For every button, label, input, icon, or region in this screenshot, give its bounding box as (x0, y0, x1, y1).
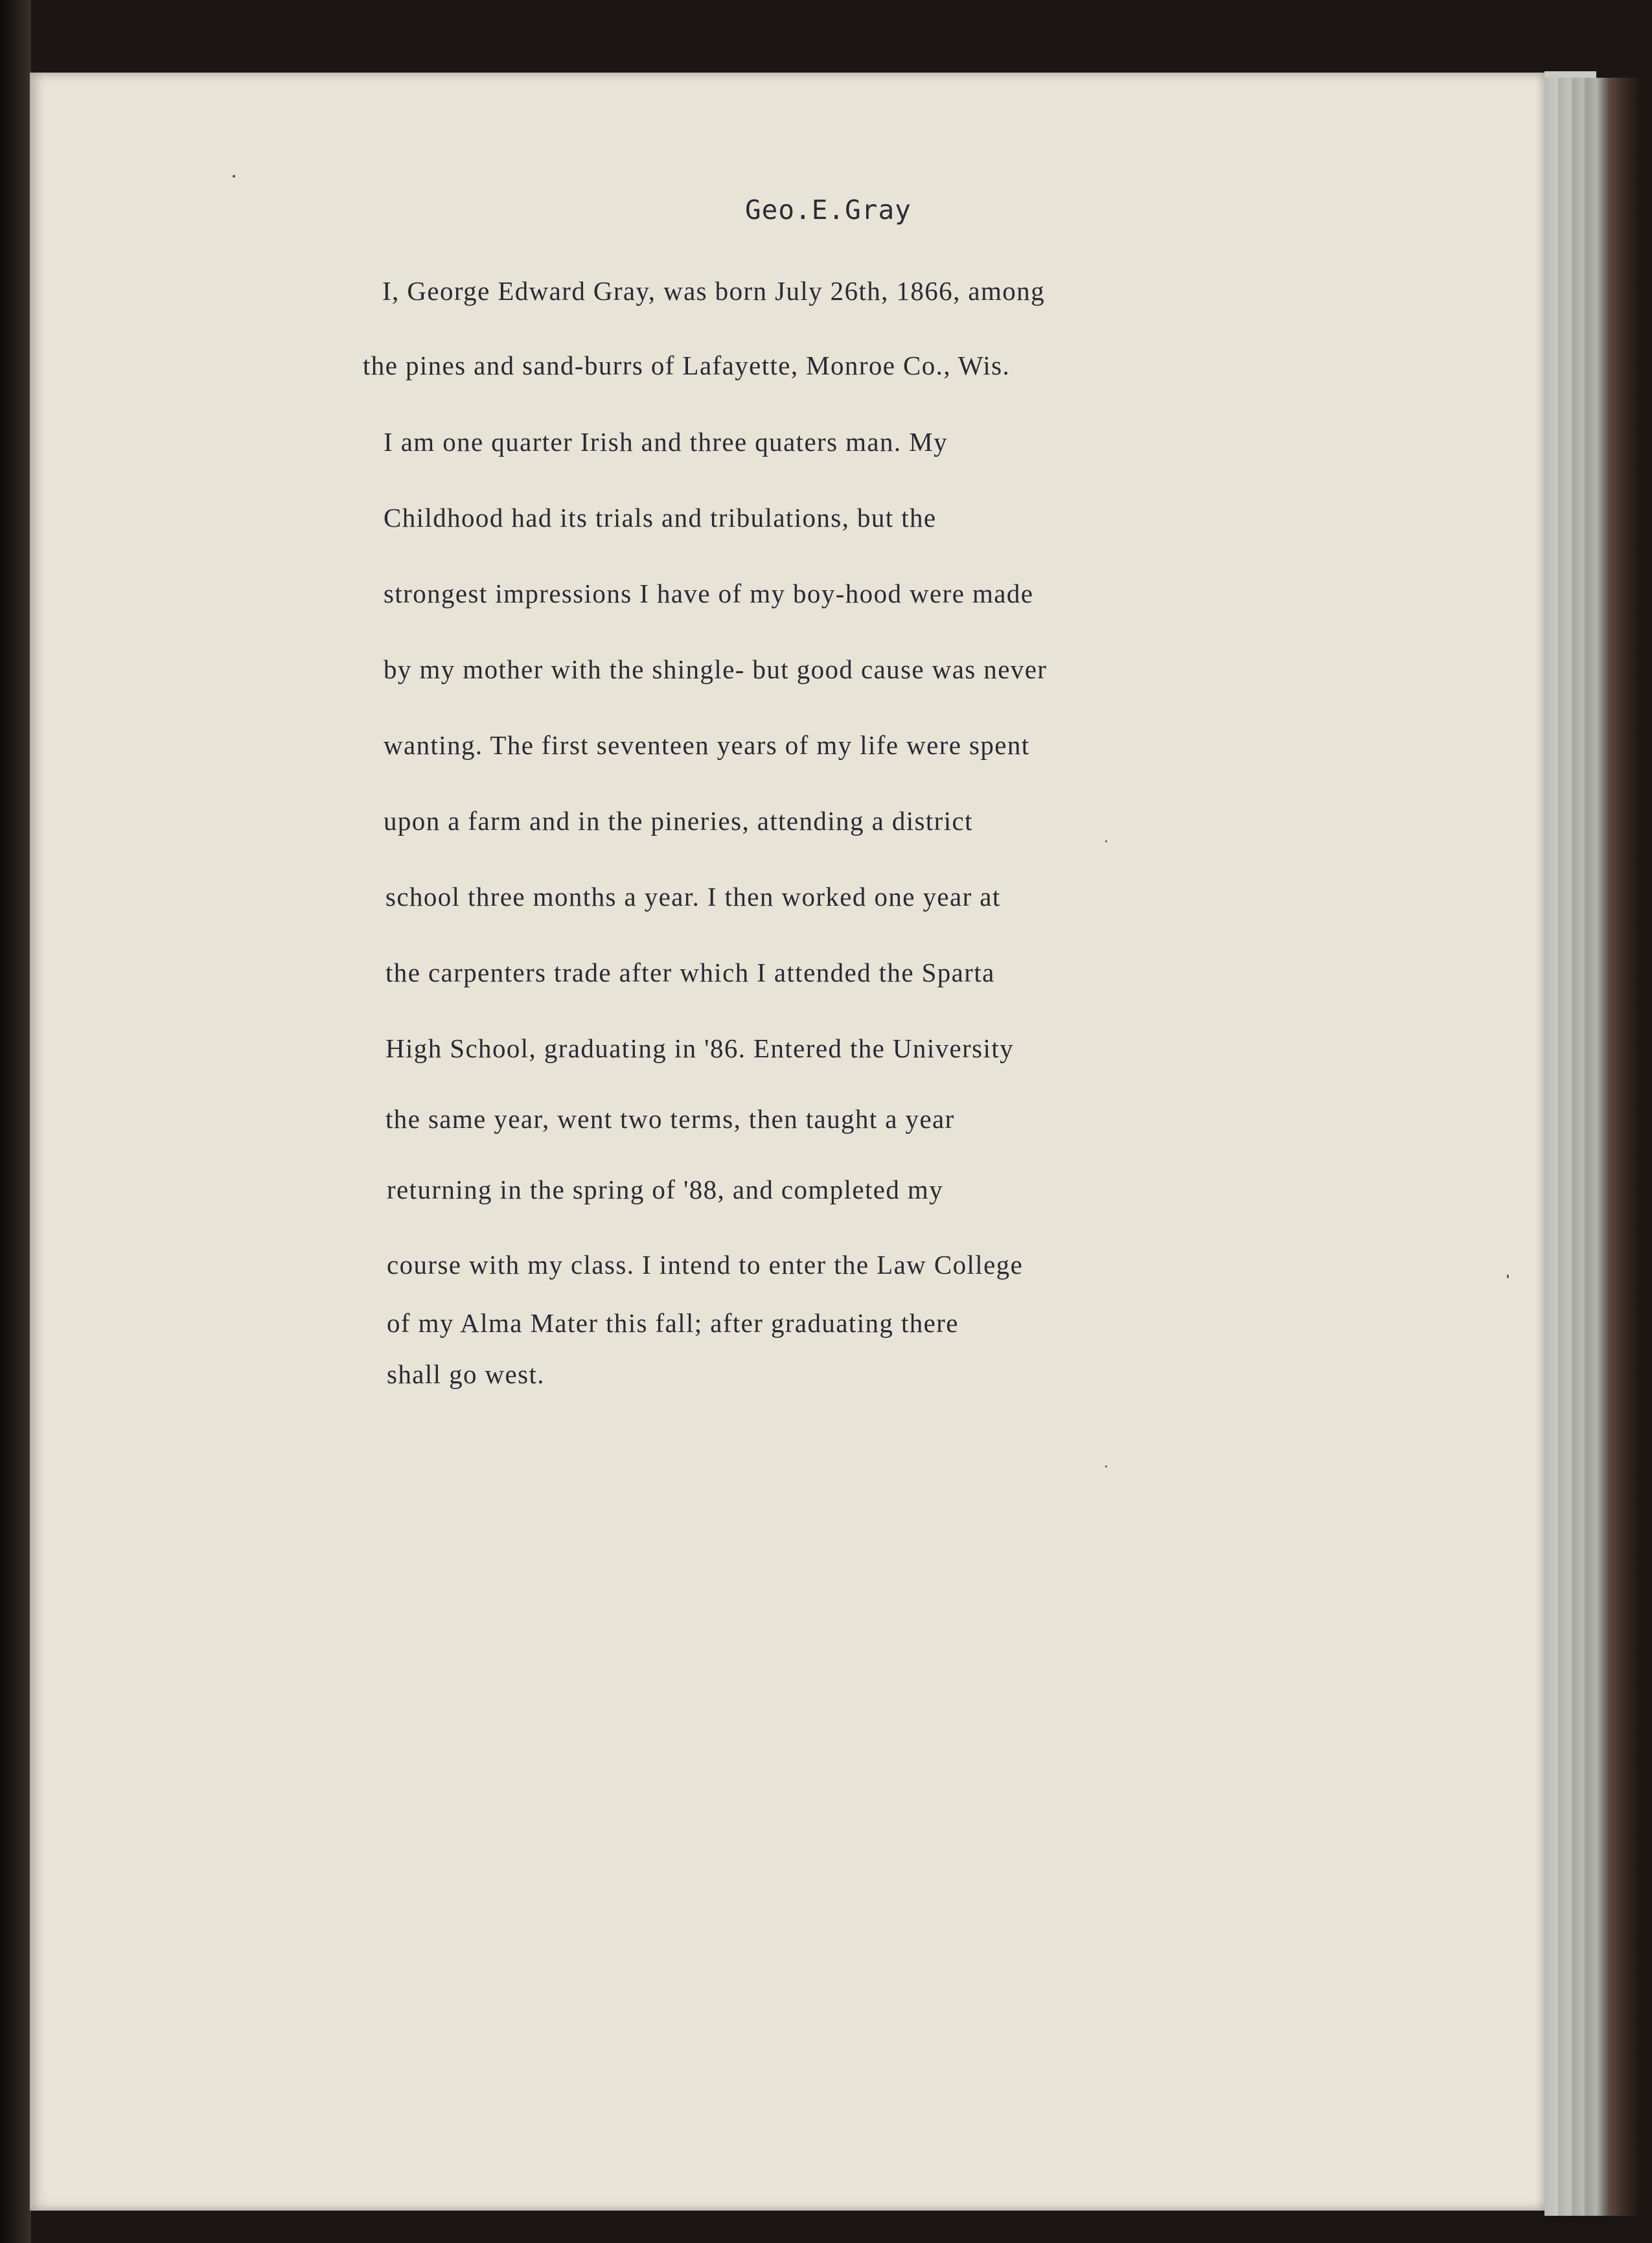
text-line: of my Alma Mater this fall; after graduating there (387, 1308, 959, 1338)
text-line: strongest impressions I have of my boy-hood were made (384, 579, 1034, 608)
text-line: by my mother with the shingle- but good cause was never (384, 654, 1048, 684)
paper-speck (1105, 840, 1107, 842)
paper-speck (1507, 1274, 1509, 1278)
text-line: returning in the spring of '88, and completed my (387, 1175, 944, 1204)
text-line: the pines and sand-burrs of Lafayette, Monroe Co., Wis. (363, 351, 1011, 380)
text-line: shall go west. (387, 1359, 545, 1389)
text-line: I am one quarter Irish and three quaters man. My (384, 427, 948, 457)
paper-speck (1105, 1466, 1107, 1467)
binding-edge (0, 0, 31, 2243)
page (30, 73, 1544, 2211)
text-line: course with my class. I intend to enter the Law College (387, 1250, 1024, 1280)
text-line: Childhood had its trials and tribulations, but the (384, 503, 937, 533)
text-line: the carpenters trade after which I attended the Sparta (385, 958, 995, 987)
document-title: Geo.E.Gray (745, 194, 912, 225)
text-line: I, George Edward Gray, was born July 26th, 1866, among (382, 276, 1045, 306)
paper-speck (233, 175, 235, 178)
page-stack-edges (1544, 78, 1642, 2216)
text-line: school three months a year. I then worked one year at (385, 882, 1001, 912)
text-line: the same year, went two terms, then taught a year (385, 1104, 955, 1134)
text-line: upon a farm and in the pineries, attending a district (384, 806, 973, 836)
text-line: wanting. The first seventeen years of my life were spent (384, 730, 1030, 760)
text-line: High School, graduating in '86. Entered the University (385, 1033, 1015, 1063)
